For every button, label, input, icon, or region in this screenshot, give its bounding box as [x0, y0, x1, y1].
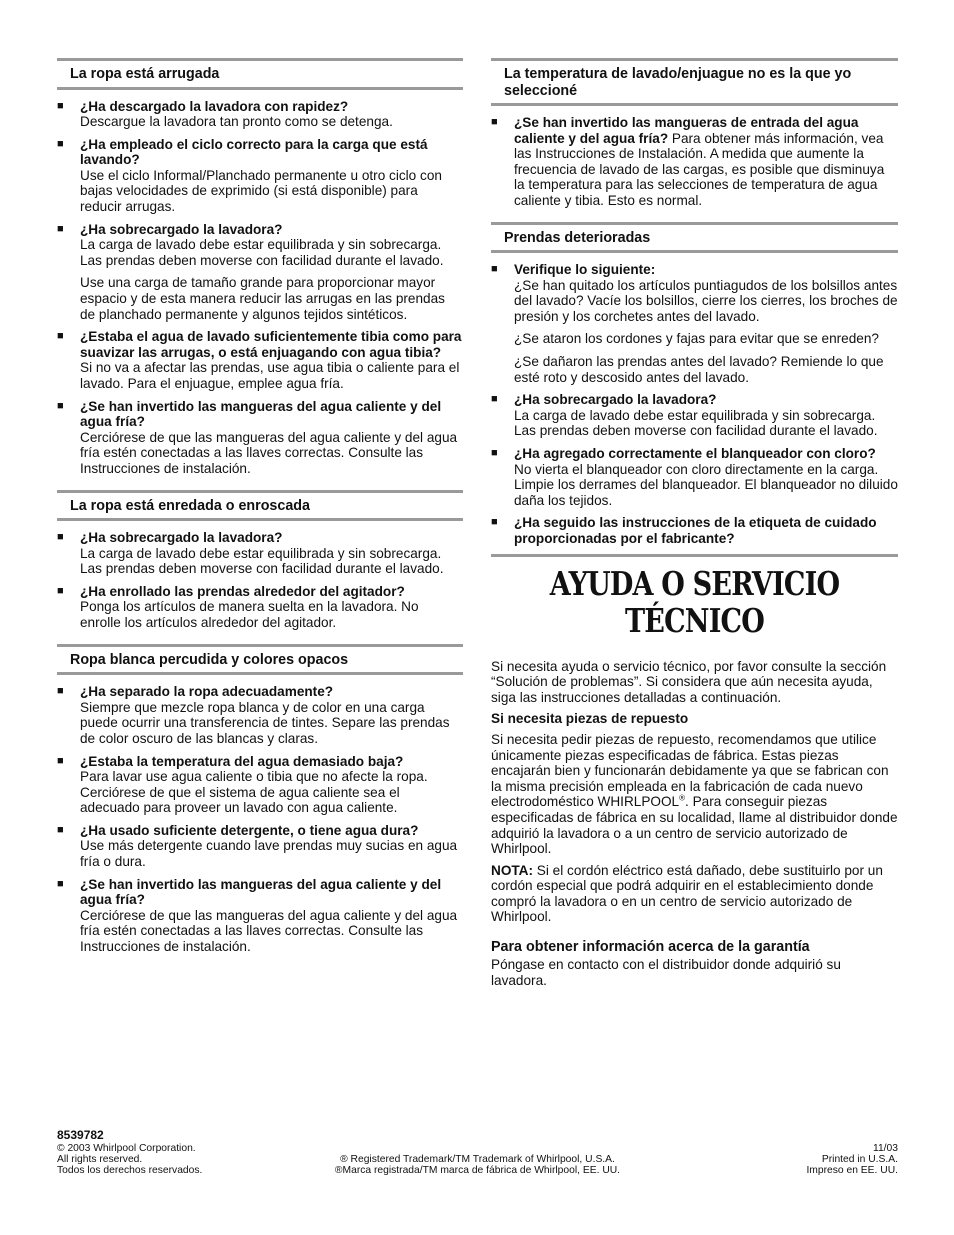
answer: Ponga los artículos de manera suelta en la lavadora. No enrolle los artículos alrededor del agitador. [80, 599, 419, 631]
printed-line: Printed in U.S.A. [821, 1154, 898, 1165]
right-column [491, 58, 898, 994]
answer: Cerciórese de que las mangueras del agua caliente y del agua fría estén conectadas a las llaves correctas. Consulte las Instrucciones de instalación. [80, 429, 458, 476]
list-item [57, 530, 463, 577]
title-line: TÉCNICO [624, 600, 765, 640]
list-item [57, 754, 463, 816]
square-bullet-icon: ■ [491, 263, 498, 276]
answer: ¿Se dañaron las prendas antes del lavado? Remiende lo que esté roto y descosido antes del lavado. [514, 354, 884, 385]
copyright-line: © 2003 Whirlpool Corporation. [57, 1143, 196, 1154]
list-item [57, 877, 463, 955]
square-bullet-icon: ■ [57, 531, 64, 544]
copyright-line: Todos los derechos reservados. [57, 1165, 203, 1176]
question: ¿Ha sobrecargado la lavadora? [80, 530, 283, 546]
page-title [528, 565, 862, 639]
question: ¿Ha usado suficiente detergente, o tiene agua dura? [80, 822, 419, 838]
list-item [57, 584, 463, 631]
section-dull-colors [57, 644, 463, 955]
answer: Siempre que mezcle ropa blanca y de color en una carga puede ocurrir una transferencia de tintes. Separe las prendas de color oscuro de las blancas y claras. [80, 699, 450, 746]
part-number: 8539782 [57, 1128, 104, 1142]
question: ¿Ha empleado el ciclo correcto para la carga que está lavando? [80, 136, 428, 168]
list-item [491, 262, 898, 385]
section-heading: Ropa blanca percudida y colores opacos [57, 644, 463, 676]
warranty-heading: Para obtener información acerca de la garantía [491, 939, 810, 956]
question: ¿Ha agregado correctamente el blanqueador con cloro? [514, 446, 876, 461]
list-item [57, 399, 463, 477]
list-item [491, 392, 898, 439]
list-item [491, 515, 898, 546]
list-item [57, 823, 463, 870]
registered-mark: ® [679, 793, 686, 803]
section-damaged [491, 222, 898, 547]
answer: No vierta el blanqueador con cloro directamente en la carga. Limpie los derrames del blanqueador. El blanqueador no diluido daña los tejidos. [514, 461, 898, 508]
print-info-block [806, 1143, 898, 1176]
square-bullet-icon: ■ [57, 399, 64, 412]
warranty-paragraph: Póngase en contacto con el distribuidor donde adquirió su lavadora. [491, 957, 841, 988]
printed-line: Impreso en EE. UU. [806, 1165, 898, 1176]
print-date: 11/03 [872, 1143, 898, 1154]
square-bullet-icon: ■ [57, 99, 64, 112]
square-bullet-icon: ■ [57, 877, 64, 890]
question: ¿Ha seguido las instrucciones de la etiqueta de cuidado proporcionadas por el fabricante? [514, 515, 877, 546]
square-bullet-icon: ■ [57, 222, 64, 235]
question: ¿Ha sobrecargado la lavadora? [80, 221, 283, 237]
note-label: NOTA: [491, 862, 534, 878]
question: ¿Estaba la temperatura del agua demasiado baja? [80, 753, 404, 769]
list-item [491, 446, 898, 508]
list-item [57, 137, 463, 215]
trademark-line: ® Registered Trademark/TM Trademark of Whirlpool, U.S.A. [340, 1154, 615, 1165]
question: ¿Se han invertido las mangueras del agua caliente y del agua fría? [80, 876, 442, 908]
answer: Cerciórese de que las mangueras del agua caliente y del agua fría estén conectadas a las llaves correctas. Consulte las Instrucciones de instalación. [80, 907, 458, 955]
service-section [491, 554, 898, 989]
answer: Use el ciclo Informal/Planchado permanente u otro ciclo con bajas velocidades de exprimido (si está disponible) para reducir arrugas. [80, 167, 442, 215]
question: ¿Se han invertido las mangueras del agua caliente y del agua fría? [80, 398, 442, 430]
question: ¿Ha separado la ropa adecuadamente? [80, 684, 334, 700]
copyright-line: All rights reserved. [57, 1154, 143, 1165]
parts-paragraph [491, 732, 898, 857]
square-bullet-icon: ■ [57, 584, 64, 597]
trademark-block [57, 1154, 898, 1176]
answer: ¿Se han quitado los artículos puntiagudos de los bolsillos antes del lavado? Vacíe los bolsillos, cierre los cierres, los broches de presión y los corchetes antes del lavado. [514, 277, 898, 324]
square-bullet-icon: ■ [57, 685, 64, 698]
question: Verifique lo siguiente: [514, 262, 656, 278]
section-heading: La ropa está arrugada [57, 58, 463, 90]
question: ¿Ha enrollado las prendas alrededor del agitador? [80, 583, 405, 599]
square-bullet-icon: ■ [491, 116, 498, 128]
section-tangled [57, 490, 463, 631]
divider [491, 554, 898, 557]
section-heading: La ropa está enredada o enroscada [57, 490, 463, 522]
question: ¿Se han invertido las mangueras de entrada del agua caliente y del agua fría? [514, 115, 859, 146]
question: ¿Ha descargado la lavadora con rapidez? [80, 98, 349, 114]
square-bullet-icon: ■ [57, 754, 64, 767]
answer: Si no va a afectar las prendas, use agua tibia o caliente para el lavado. Para el enjuague, emplee agua fría. [80, 360, 460, 391]
list-item [491, 115, 898, 209]
square-bullet-icon: ■ [491, 447, 498, 459]
square-bullet-icon: ■ [491, 516, 498, 529]
list-item [57, 684, 463, 746]
answer: Para obtener más información, vea las Instrucciones de Instalación. A medida que aumente la frecuencia de lavado de las cargas, es posible que disminuya la temperatura para las selecciones de temperatura de agua caliente y tibia. Esto es normal. [514, 130, 885, 208]
list-item [57, 329, 463, 391]
parts-heading: Si necesita piezas de repuesto [491, 711, 689, 727]
section-heading: La temperatura de lavado/enjuague no es la que yo seleccioné [491, 58, 898, 106]
list-item [57, 99, 463, 130]
answer: Para lavar use agua caliente o tibia que no afecte la ropa. Cerciórese de que el sistema de agua caliente sea el adecuado para proveer un lavado con agua caliente. [80, 769, 428, 816]
square-bullet-icon: ■ [57, 823, 64, 836]
trademark-line: ®Marca registrada/TM marca de fábrica de Whirlpool, EE. UU. [334, 1165, 621, 1176]
question: ¿Ha sobrecargado la lavadora? [514, 392, 717, 408]
square-bullet-icon: ■ [57, 330, 64, 343]
answer: La carga de lavado debe estar equilibrada y sin sobrecarga. Las prendas deben moverse con facilidad durante el lavado. [80, 237, 444, 268]
square-bullet-icon: ■ [491, 393, 498, 406]
note-paragraph [491, 863, 898, 925]
answer: Use más detergente cuando lave prendas muy sucias en agua fría o dura. [80, 838, 458, 870]
answer: ¿Se ataron los cordones y fajas para evitar que se enreden? [514, 331, 879, 347]
note-text: Si el cordón eléctrico está dañado, debe sustituirlo por un cordón especial que podrá adquirir en el establecimiento donde compró la lavadora o en un centro de servicio autorizado de Whirlpool. [491, 862, 883, 925]
left-column [57, 58, 463, 962]
section-temperature [491, 58, 898, 209]
question: ¿Estaba el agua de lavado suficientemente tibia como para suavizar las arrugas, o está enjuagando con agua tibia? [80, 329, 462, 360]
parts-text: . Para conseguir piezas especificadas de fábrica en su localidad, llame al distribuidor donde adquirió la lavadora o a un centro de servicio autorizado de Whirlpool. [491, 794, 898, 857]
intro-paragraph: Si necesita ayuda o servicio técnico, por favor consulte la sección “Solución de problemas”. Si considera que aún necesita ayuda, siga las instrucciones detalladas a continuación. [491, 658, 887, 705]
square-bullet-icon: ■ [57, 137, 64, 150]
section-heading: Prendas deterioradas [491, 222, 898, 254]
list-item [57, 222, 463, 323]
section-wrinkled [57, 58, 463, 477]
answer: Descargue la lavadora tan pronto como se detenga. [80, 114, 393, 130]
parts-text: Si necesita pedir piezas de repuesto, recomendamos que utilice únicamente piezas especificadas de fábrica. Estas piezas encajarán bien y funcionarán debidamente ya que se fabrican con la misma precisión empleada en la fabricación de cada nuevo electrodoméstico WHIRLPOOL [491, 731, 889, 810]
title-line: AYUDA O SERVICIO [549, 563, 840, 603]
footer [57, 1128, 898, 1176]
answer: Use una carga de tamaño grande para proporcionar mayor espacio y de esta manera reducir las arrugas en las prendas de planchado permanente y algunos tejidos sintéticos. [80, 275, 445, 322]
answer: La carga de lavado debe estar equilibrada y sin sobrecarga. Las prendas deben moverse con facilidad durante el lavado. [80, 545, 444, 577]
answer: La carga de lavado debe estar equilibrada y sin sobrecarga. Las prendas deben moverse con facilidad durante el lavado. [514, 407, 878, 439]
